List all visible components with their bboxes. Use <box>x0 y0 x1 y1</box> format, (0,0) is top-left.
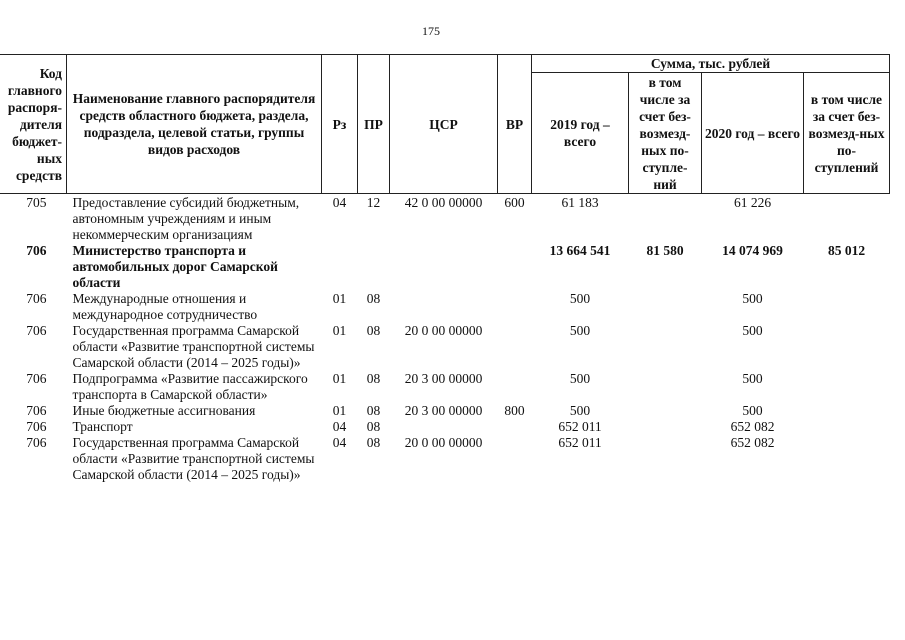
cell-2019-total: 61 183 <box>561 195 599 210</box>
cell-2020-grants <box>804 371 890 403</box>
cell-2019-grants <box>629 371 702 403</box>
page-number: 175 <box>422 24 440 38</box>
cell-code: 706 <box>26 243 47 258</box>
cell-2020-total: 500 <box>742 371 763 386</box>
table-row <box>0 435 890 483</box>
cell-rz: 04 <box>332 195 347 210</box>
cell-csr <box>390 419 498 435</box>
cell-2020-grants <box>804 291 890 323</box>
cell-vr <box>498 323 532 371</box>
cell-pr: 12 <box>366 195 381 210</box>
cell-2019-grants <box>629 419 702 435</box>
cell-2020-grants <box>804 435 890 483</box>
cell-vr: 800 <box>504 403 525 418</box>
cell-pr: 08 <box>366 419 381 434</box>
cell-csr: 20 0 00 00000 <box>404 435 483 450</box>
cell-name: Иные бюджетные ассигнования <box>72 403 256 418</box>
cell-name: Предоставление субсидий бюджетным, автономным учреждениям и иным некоммерческим организациям <box>72 195 300 242</box>
cell-rz: 01 <box>332 371 347 386</box>
cell-vr <box>498 243 532 291</box>
header-2019-grants: в том числе за счет без-возмезд-ных по-ступле-ний <box>629 73 702 194</box>
cell-pr: 08 <box>366 435 381 450</box>
cell-csr: 42 0 00 00000 <box>404 195 483 210</box>
cell-code: 706 <box>26 403 47 418</box>
cell-name: Международные отношения и международное сотрудничество <box>72 291 258 322</box>
cell-2019-total: 500 <box>569 291 591 306</box>
header-pr: ПР <box>358 55 390 194</box>
header-code: Код главного распоря-дителя бюджет-ных средств <box>0 55 67 194</box>
header-2020-grants: в том числе за счет без-возмезд-ных по-ступлений <box>804 73 890 194</box>
cell-2019-total: 500 <box>569 403 591 418</box>
header-sum: Сумма, тыс. рублей <box>532 55 890 73</box>
header-vr: ВР <box>498 55 532 194</box>
cell-rz: 04 <box>332 419 347 434</box>
header-csr: ЦСР <box>390 55 498 194</box>
table-row <box>0 194 890 244</box>
cell-name: Министерство транспорта и автомобильных дорог Самарской области <box>72 243 278 290</box>
cell-csr <box>390 243 498 291</box>
table-row <box>0 243 890 291</box>
cell-2020-total: 652 082 <box>730 419 775 434</box>
cell-2019-grants <box>629 194 702 244</box>
cell-2019-grants <box>629 291 702 323</box>
cell-2019-grants: 81 580 <box>646 243 684 258</box>
budget-table <box>0 54 890 483</box>
cell-2019-total: 500 <box>569 323 591 338</box>
cell-2020-grants: 85 012 <box>827 243 866 258</box>
cell-2020-total: 61 226 <box>733 195 772 210</box>
cell-2020-grants <box>804 419 890 435</box>
cell-pr: 08 <box>366 371 381 386</box>
cell-2020-grants <box>804 403 890 419</box>
cell-code: 705 <box>26 195 47 210</box>
cell-pr: 08 <box>366 323 381 338</box>
cell-2019-grants <box>629 323 702 371</box>
cell-rz: 01 <box>332 403 347 418</box>
table-row <box>0 291 890 323</box>
cell-pr: 08 <box>366 403 381 418</box>
cell-2020-total: 500 <box>742 323 763 338</box>
cell-2020-total: 14 074 969 <box>722 243 783 258</box>
table-header <box>0 55 890 194</box>
cell-rz: 01 <box>332 291 347 306</box>
table-row <box>0 403 890 419</box>
header-rz: Рз <box>322 55 358 194</box>
cell-2020-grants <box>804 194 890 244</box>
cell-vr <box>498 371 532 403</box>
header-name: Наименование главного распорядителя средств областного бюджета, раздела, подраздела, целевой статьи, группы видов расходов <box>67 55 322 194</box>
cell-csr <box>390 291 498 323</box>
cell-2019-total: 652 011 <box>558 419 602 434</box>
cell-name: Государственная программа Самарской области «Развитие транспортной системы Самарской области (2014 – 2025 годы)» <box>72 435 315 482</box>
table-body <box>0 194 890 484</box>
cell-rz <box>322 243 358 291</box>
cell-vr: 600 <box>504 195 525 210</box>
header-2019-total: 2019 год – всего <box>532 73 629 194</box>
cell-2020-grants <box>804 323 890 371</box>
cell-2019-grants <box>629 435 702 483</box>
table-row <box>0 371 890 403</box>
cell-code: 706 <box>26 291 47 306</box>
cell-code: 706 <box>26 419 47 434</box>
cell-csr: 20 3 00 00000 <box>404 371 483 386</box>
cell-csr: 20 3 00 00000 <box>404 403 483 418</box>
cell-vr <box>498 419 532 435</box>
cell-code: 706 <box>26 371 47 386</box>
cell-2019-total: 500 <box>569 371 591 386</box>
cell-code: 706 <box>26 323 47 338</box>
cell-csr: 20 0 00 00000 <box>404 323 483 338</box>
cell-2020-total: 500 <box>742 403 763 418</box>
cell-2020-total: 500 <box>742 291 763 306</box>
table-row <box>0 323 890 371</box>
cell-2020-total: 652 082 <box>730 435 775 450</box>
cell-rz: 04 <box>332 435 347 450</box>
cell-2019-total: 652 011 <box>558 435 602 450</box>
cell-pr: 08 <box>366 291 381 306</box>
cell-2019-total: 13 664 541 <box>549 243 611 258</box>
cell-pr <box>358 243 390 291</box>
cell-2019-grants <box>629 403 702 419</box>
cell-rz: 01 <box>332 323 347 338</box>
cell-name: Подпрограмма «Развитие пассажирского транспорта в Самарской области» <box>72 371 308 402</box>
cell-vr <box>498 291 532 323</box>
cell-code: 706 <box>26 435 47 450</box>
cell-vr <box>498 435 532 483</box>
table-row <box>0 419 890 435</box>
cell-name: Транспорт <box>72 419 133 434</box>
cell-name: Государственная программа Самарской области «Развитие транспортной системы Самарской области (2014 – 2025 годы)» <box>72 323 315 370</box>
header-2020-total: 2020 год – всего <box>702 73 804 194</box>
